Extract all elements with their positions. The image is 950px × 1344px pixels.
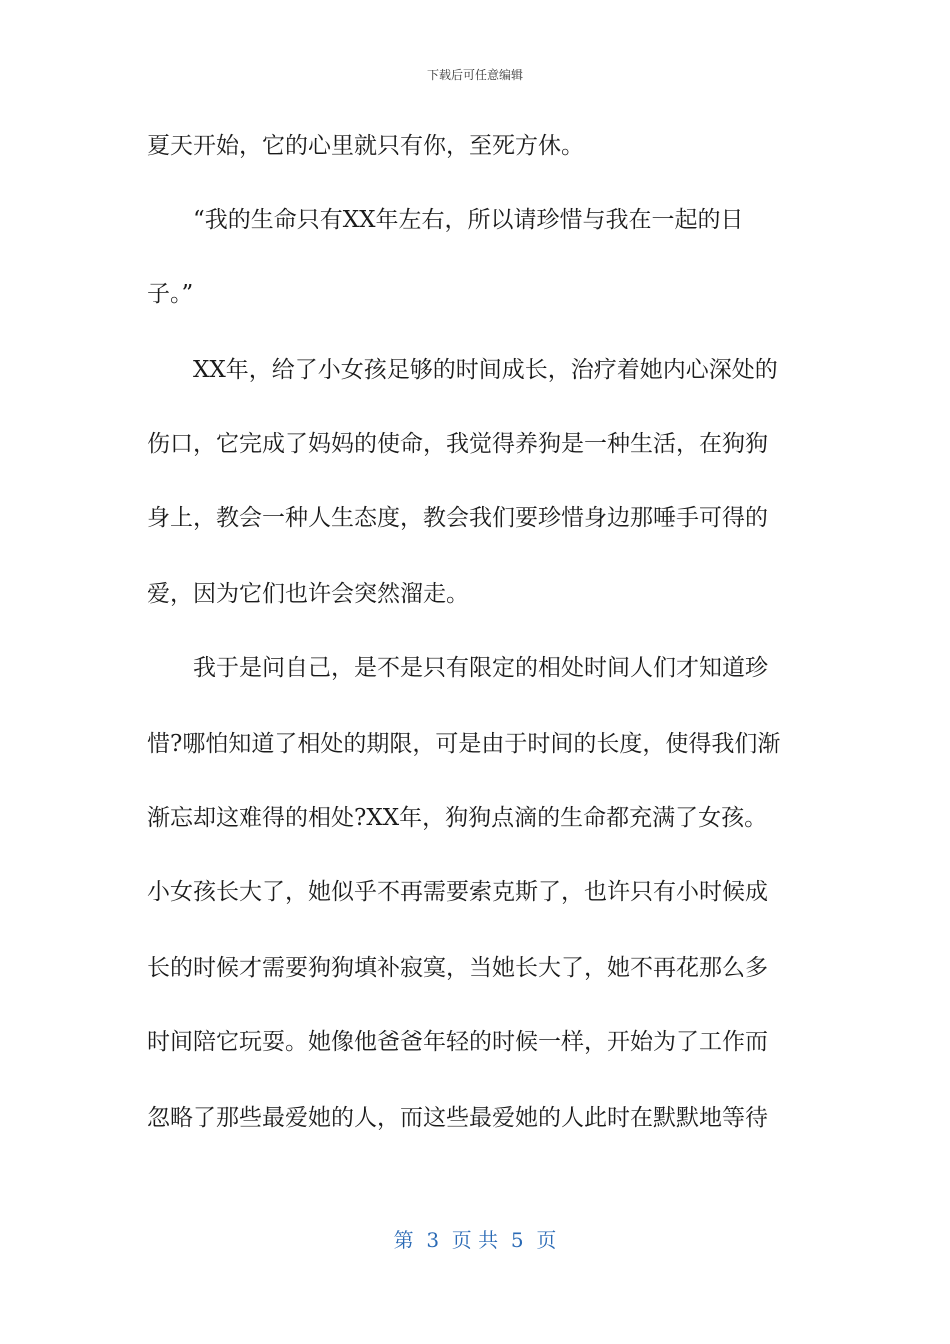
text-line: “我的生命只有XX年左右，所以请珍惜与我在一起的日 <box>193 207 744 233</box>
text-line: 渐忘却这难得的相处?XX年，狗狗点滴的生命都充满了女孩。 <box>147 805 768 831</box>
text-line: 小女孩长大了，她似乎不再需要索克斯了，也许只有小时候成 <box>147 879 768 905</box>
header-note: 下载后可任意编辑 <box>426 68 523 82</box>
text-line: 我于是问自己，是不是只有限定的相处时间人们才知道珍 <box>193 655 768 681</box>
text-line: XX年，给了小女孩足够的时间成长，治疗着她内心深处的 <box>193 357 778 383</box>
text-line: 长的时候才需要狗狗填补寂寞，当她长大了，她不再花那么多 <box>147 955 768 981</box>
text-line: 伤口，它完成了妈妈的使命，我觉得养狗是一种生活，在狗狗 <box>147 431 768 457</box>
text-line: 身上，教会一种人生态度，教会我们要珍惜身边那唾手可得的 <box>147 505 768 531</box>
text-line: 惜?哪怕知道了相处的期限，可是由于时间的长度，使得我们渐 <box>147 731 781 757</box>
page-number-footer: 第 3 页 共 5 页 <box>393 1228 557 1252</box>
text-line: 忽略了那些最爱她的人，而这些最爱她的人此时在默默地等待 <box>147 1105 768 1131</box>
text-line: 夏天开始，它的心里就只有你，至死方休。 <box>147 133 584 159</box>
text-line: 时间陪它玩耍。她像他爸爸年轻的时候一样，开始为了工作而 <box>147 1029 768 1055</box>
text-line: 子。” <box>147 281 194 307</box>
text-line: 爱，因为它们也许会突然溜走。 <box>147 581 469 607</box>
